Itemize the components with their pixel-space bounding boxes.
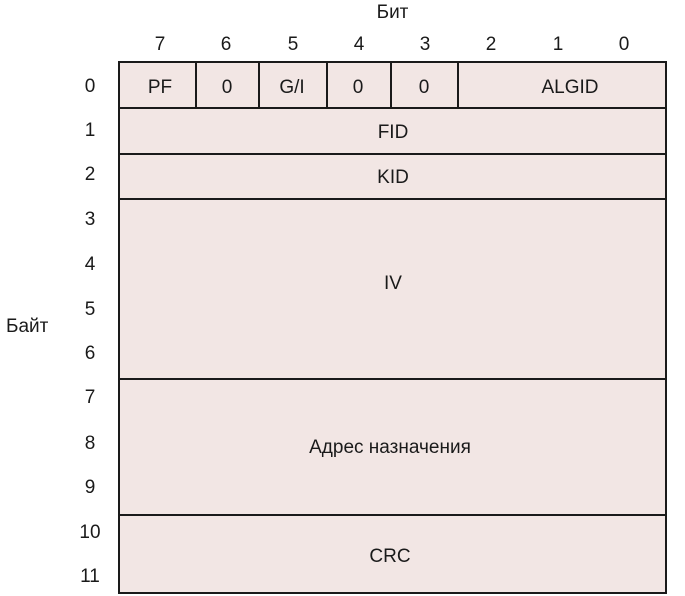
byte-number-3: 3	[84, 209, 96, 230]
byte-number-5: 5	[84, 299, 96, 320]
bit-number-1: 1	[552, 34, 564, 55]
bit-number-0: 0	[618, 34, 630, 55]
field-reserved-6: 0	[221, 77, 233, 98]
field-destination-address: Адрес назначения	[309, 437, 471, 458]
bit-number-7: 7	[154, 34, 166, 55]
field-kid: KID	[377, 167, 409, 188]
bit-number-5: 5	[287, 34, 299, 55]
byte-number-6: 6	[84, 343, 96, 364]
field-algid: ALGID	[541, 77, 599, 98]
bit-number-6: 6	[220, 34, 232, 55]
byte-number-9: 9	[84, 477, 96, 498]
byte-number-4: 4	[84, 254, 96, 275]
bytes-axis-title: Байт	[6, 316, 49, 337]
byte-number-10: 10	[79, 522, 101, 543]
field-fid: FID	[377, 122, 409, 143]
bit-number-3: 3	[419, 34, 431, 55]
byte-number-11: 11	[80, 566, 100, 587]
byte-number-0: 0	[84, 76, 96, 97]
byte-number-8: 8	[84, 433, 96, 454]
byte-number-7: 7	[84, 387, 96, 408]
byte-number-2: 2	[84, 164, 96, 185]
field-gi: G/I	[279, 77, 305, 98]
field-crc: CRC	[369, 546, 411, 567]
field-pf: PF	[147, 77, 173, 98]
bit-number-2: 2	[485, 34, 497, 55]
bits-axis-title: Бит	[376, 2, 409, 23]
field-reserved-4: 0	[352, 77, 364, 98]
field-iv: IV	[384, 273, 402, 294]
bit-number-4: 4	[353, 34, 365, 55]
field-reserved-3: 0	[418, 77, 430, 98]
byte-number-1: 1	[84, 120, 96, 141]
